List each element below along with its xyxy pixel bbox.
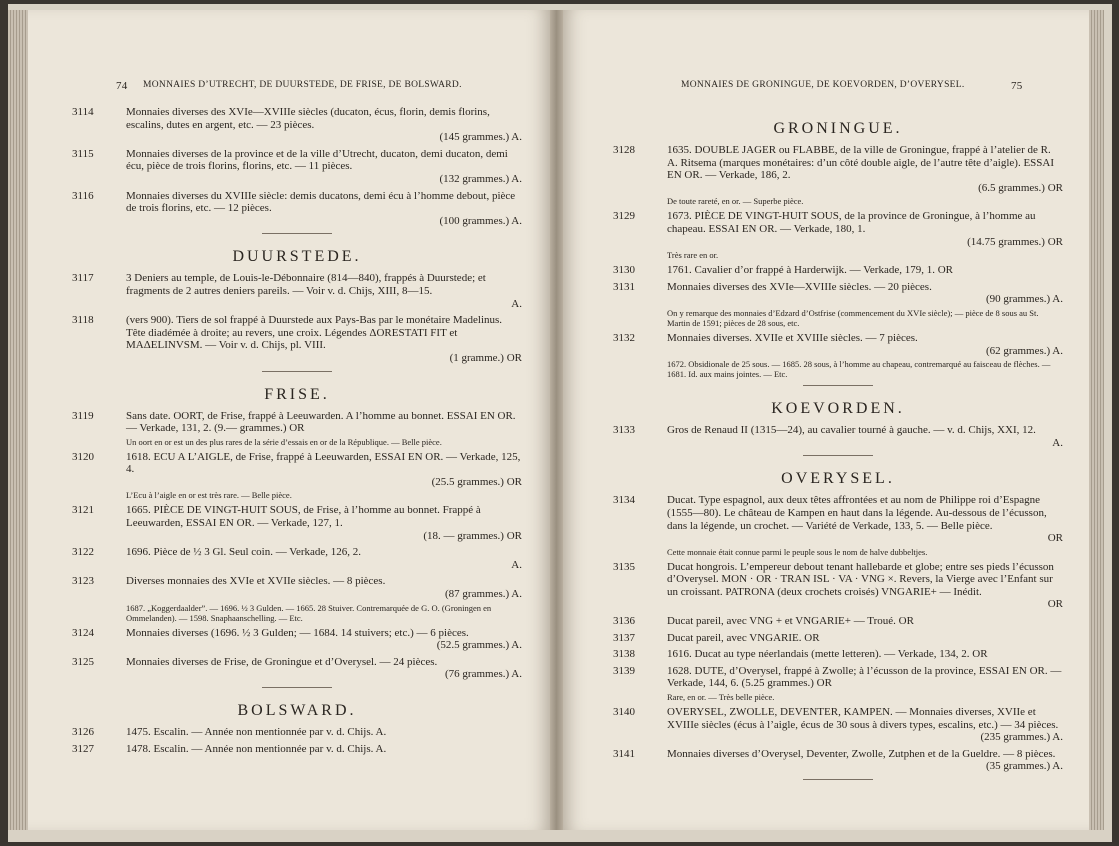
lot-weight-metal: (87 grammes.) A. [445, 588, 522, 601]
lot-weight-metal: A. [1052, 436, 1063, 449]
lot-number: 3117 [72, 272, 94, 285]
lot-number: 3121 [72, 504, 94, 517]
lot-description: 1665. PIÈCE DE VINGT-HUIT SOUS, de Frise, à l’homme au bonnet. Frappé à Leeuwarden, ESSAI EN OR. — Verkade, 127, 1. [126, 504, 481, 530]
lot-entry [613, 632, 1063, 645]
lot-weight-metal: A. [511, 297, 522, 310]
section-rule [262, 371, 332, 372]
right-page [563, 10, 1089, 830]
section-heading: FRISE. [264, 385, 330, 403]
lot-entry [613, 281, 1063, 328]
lot-weight-metal: (235 grammes.) A. [980, 731, 1063, 744]
book-gutter [550, 10, 563, 830]
lot-note: De toute rareté, en or. — Superbe pièce. [667, 196, 804, 207]
lot-number: 3133 [613, 424, 635, 437]
lot-note: 1687. „Koggerdaalder”. — 1696. ½ 3 Gulden. — 1665. 28 Stuiver. Contremarquée de G. O. (Groningen en Ommelanden). — 1598. Snaphaanschelling. — Etc. [126, 602, 492, 623]
lot-entry [72, 451, 522, 501]
lot-number: 3131 [613, 280, 635, 293]
lot-entry [72, 546, 522, 571]
lot-number: 3139 [613, 664, 635, 677]
lot-number: 3118 [72, 314, 94, 327]
lot-weight-metal: (62 grammes.) A. [986, 344, 1063, 357]
lot-description: 1761. Cavalier d’or frappé à Harderwijk. — Verkade, 179, 1. OR [667, 264, 954, 277]
lot-weight-metal: (25.5 grammes.) OR [431, 475, 522, 488]
left-page-edges [8, 10, 28, 830]
lot-number: 3123 [72, 575, 94, 588]
lot-entry [72, 190, 522, 228]
lot-description: Ducat pareil, avec VNG + et VNGARIE+ — Troué. OR [667, 615, 914, 628]
lot-entry [613, 332, 1063, 379]
lot-weight-metal: (6.5 grammes.) OR [978, 181, 1063, 194]
lot-description: Monnaies diverses (1696. ½ 3 Gulden; — 1684. 14 stuivers; etc.) — 6 pièces. [126, 626, 469, 639]
lot-entry [72, 743, 522, 756]
lot-entry [613, 144, 1063, 206]
lot-number: 3122 [72, 546, 94, 559]
lot-description: Monnaies diverses. XVIIe et XVIIIe siècles. — 7 pièces. [667, 331, 918, 344]
lot-weight-metal: (145 grammes.) A. [439, 131, 522, 144]
lot-weight-metal: (90 grammes.) A. [986, 293, 1063, 306]
section-rule [803, 455, 873, 456]
lot-note: Rare, en or. — Très belle pièce. [667, 692, 775, 703]
lot-note: L’Ecu à l’aigle en or est très rare. — Belle pièce. [126, 490, 292, 501]
lot-description: 1696. Pièce de ½ 3 Gl. Seul coin. — Verkade, 126, 2. [126, 546, 362, 559]
lot-description: Ducat. Type espagnol, aux deux têtes affrontées et au nom de Philippe roi d’Espagne (1555—80). Le château de Kampen en haut dans la légende. Au-dessous de l’écusson, dans la légende, un crochet. — Variété de Verkade, 133, 5. — Belle pièce. [667, 494, 1047, 532]
lot-entry [613, 494, 1063, 556]
lot-entry [613, 561, 1063, 611]
lot-number: 3124 [72, 626, 94, 639]
lot-weight-metal: (14.75 grammes.) OR [967, 235, 1063, 248]
lot-entry [72, 504, 522, 542]
lot-number: 3141 [613, 747, 635, 760]
section-rule [262, 687, 332, 688]
lot-weight-metal: (35 grammes.) A. [986, 760, 1063, 773]
lot-description: Monnaies diverses du XVIIIe siècle: demis ducatons, demi écu à l’homme debout, pièce de trois florins, etc. — 12 pièces. [126, 189, 516, 215]
lot-note: Un oort en or est un des plus rares de la série d’essais en or de la République. — Belle pièce. [126, 436, 442, 447]
lot-number: 3134 [613, 494, 635, 507]
section-heading: BOLSWARD. [237, 702, 357, 719]
lot-weight-metal: (100 grammes.) A. [439, 214, 522, 227]
lot-entry [613, 706, 1063, 744]
lot-note: 1672. Obsidionale de 25 sous. — 1685. 28 sous, à l’homme au chapeau, contremarqué au faisceau de flèches. — 1681. Id. aux mains jointes. — Etc. [667, 359, 1051, 380]
section-heading: DUURSTEDE. [232, 248, 362, 266]
lot-number: 3135 [613, 560, 635, 573]
lot-number: 3115 [72, 147, 94, 160]
lot-number: 3130 [613, 264, 635, 277]
lot-number: 3132 [613, 331, 635, 344]
lot-entry [72, 656, 522, 681]
lot-entry [613, 648, 1063, 661]
section-heading: GRONINGUE. [773, 120, 903, 137]
lot-description: 1475. Escalin. — Année non mentionnée par v. d. Chijs. A. [126, 726, 387, 738]
lot-description: 1628. DUTE, d’Overysel, frappé à Zwolle; à l’écusson de la province, ESSAI EN OR. — Verkade, 144, 6. (5.25 grammes.) OR [667, 664, 1062, 690]
lot-number: 3116 [72, 189, 94, 202]
lot-number: 3119 [72, 409, 94, 422]
lot-entry [72, 410, 522, 447]
lot-number: 3127 [72, 742, 94, 755]
right-page-edges [1089, 10, 1104, 830]
lot-description: Monnaies diverses de Frise, de Groningue et d’Overysel. — 24 pièces. [126, 655, 438, 668]
lot-description: 1616. Ducat au type néerlandais (mette letteren). — Verkade, 134, 2. OR [667, 648, 988, 661]
lot-entry [72, 272, 522, 310]
lot-number: 3125 [72, 655, 94, 668]
lot-number: 3129 [613, 210, 635, 223]
lot-weight-metal: A. [511, 558, 522, 571]
lot-description: 1478. Escalin. — Année non mentionnée par v. d. Chijs. A. [126, 742, 387, 755]
page-number-left: 74 [116, 80, 128, 92]
lot-number: 3128 [613, 144, 635, 156]
lot-weight-metal: (132 grammes.) A. [439, 172, 522, 185]
page-number-right: 75 [1011, 80, 1023, 92]
lot-weight-metal: (18. — grammes.) OR [423, 529, 522, 542]
lot-description: Ducat hongrois. L’empereur debout tenant hallebarde et globe; entre ses pieds l’écusson d’Overysel. MON · OR · TRAN ISL · VA · VNG ×. Revers, la Vierge avec l’Enfant sur un croissant. PATRONA (deux crochets croisés) VNGARIE+ — Inédit. [667, 560, 1054, 598]
lot-note: Très rare en or. [667, 250, 719, 261]
running-head-text: MONNAIES D’UTRECHT, DE DUURSTEDE, DE FRISE, DE BOLSWARD. [143, 80, 462, 90]
lot-entry [72, 726, 522, 739]
section-rule [803, 779, 873, 780]
lot-description: 1618. ECU A L’AIGLE, de Frise, frappé à Leeuwarden, ESSAI EN OR. — Verkade, 125, 4. [126, 450, 521, 476]
lot-description: 3 Deniers au temple, de Louis-le-Débonnaire (814—840), frappés à Duurstede; et fragments de 2 autres deniers pareils. — Voir v. d. Chijs, XIII, 8—15. [126, 272, 486, 297]
lot-description: Sans date. OORT, de Frise, frappé à Leeuwarden. A l’homme au bonnet. ESSAI EN OR. — Verkade, 131, 2. (9.— grammes.) OR [126, 409, 516, 435]
section-rule [803, 385, 873, 386]
lot-number: 3126 [72, 726, 94, 738]
lot-number: 3137 [613, 631, 635, 644]
lot-note: On y remarque des monnaies d’Edzard d’Ostfrise (commencement du XVIe siècle); — pièce de 8 sous au St. Martin de 1591; pièces de 28 sous, etc. [667, 307, 1039, 328]
lot-description: Ducat pareil, avec VNGARIE. OR [667, 631, 820, 644]
lot-note: Cette monnaie était connue parmi le peuple sous le nom de halve dubbeltjes. [667, 546, 928, 557]
lot-entry [72, 627, 522, 652]
lot-entry [613, 210, 1063, 260]
lot-description: 1673. PIÈCE DE VINGT-HUIT SOUS, de la province de Groningue, à l’homme au chapeau. ESSAI EN OR. — Verkade, 180, 1. [667, 210, 1036, 235]
lot-number: 3136 [613, 615, 635, 628]
lot-description: Monnaies diverses des XVIe—XVIIIe siècles. — 20 pièces. [667, 280, 932, 293]
lot-description: (vers 900). Tiers de sol frappé à Duurstede aux Pays-Bas par le monétaire Madelinus. Tête diadémée à droite; au revers, une croix. Légendes ΔORESTATI FIT et MAΔELINVSM. — Voir v. d. Chijs, pl. VIII. [126, 314, 503, 352]
lot-weight-metal: (52.5 grammes.) A. [436, 639, 522, 652]
lot-entry [72, 106, 522, 144]
section-heading: OVERYSEL. [781, 470, 895, 488]
right-page-body [613, 106, 1063, 780]
lot-description: 1635. DOUBLE JAGER ou FLABBE, de la ville de Groningue, frappé à l’atelier de R. A. Ritsema (marques monétaires: d’un côté double aigle, de l’autre tête d’aigle). ESSAI EN OR. — Verkade, 186, 2. [667, 144, 1055, 182]
lot-weight-metal: (1 gramme.) OR [449, 351, 522, 364]
lot-entry [613, 264, 1063, 277]
lot-number: 3120 [72, 450, 94, 463]
lot-entry [72, 148, 522, 186]
lot-entry [613, 665, 1063, 702]
running-head-text: MONNAIES DE GRONINGUE, DE KOEVORDEN, D’OVERYSEL. [681, 80, 965, 90]
lot-description: Monnaies diverses d’Overysel, Deventer, Zwolle, Zutphen et de la Gueldre. — 8 pièces. [667, 747, 1056, 760]
lot-number: 3140 [613, 706, 635, 719]
lot-number: 3138 [613, 648, 635, 661]
lot-entry [613, 424, 1063, 449]
section-heading: KOEVORDEN. [771, 400, 905, 418]
lot-weight-metal: OR [1047, 532, 1063, 545]
left-page [28, 10, 550, 830]
left-page-body [72, 106, 522, 759]
lot-description: Monnaies diverses des XVIe—XVIIIe siècles (ducaton, écus, florin, demis florins, escalins, dutes en argent, etc. — 23 pièces. [126, 106, 490, 131]
lot-description: Monnaies diverses de la province et de la ville d’Utrecht, ducaton, demi ducaton, demi écu, pièce de trois florins, florins, etc. — 11 pièces. [126, 147, 508, 173]
lot-weight-metal: OR [1047, 598, 1063, 611]
lot-entry [72, 575, 522, 622]
lot-description: OVERYSEL, ZWOLLE, DEVENTER, KAMPEN. — Monnaies diverses, XVIIe et XVIIIe siècles (écus à l’aigle, écus de 30 sous à divers types, escalins, etc.) — 34 pièces. [667, 706, 1059, 731]
lot-description: Diverses monnaies des XVIe et XVIIe siècles. — 8 pièces. [126, 575, 386, 588]
lot-entry [72, 314, 522, 364]
lot-number: 3114 [72, 106, 94, 118]
lot-weight-metal: (76 grammes.) A. [445, 668, 522, 681]
section-rule [262, 233, 332, 234]
lot-description: Gros de Renaud II (1315—24), au cavalier tourné à gauche. — v. d. Chijs, XXI, 12. [667, 424, 1036, 437]
lot-entry [613, 615, 1063, 628]
lot-entry [613, 748, 1063, 773]
